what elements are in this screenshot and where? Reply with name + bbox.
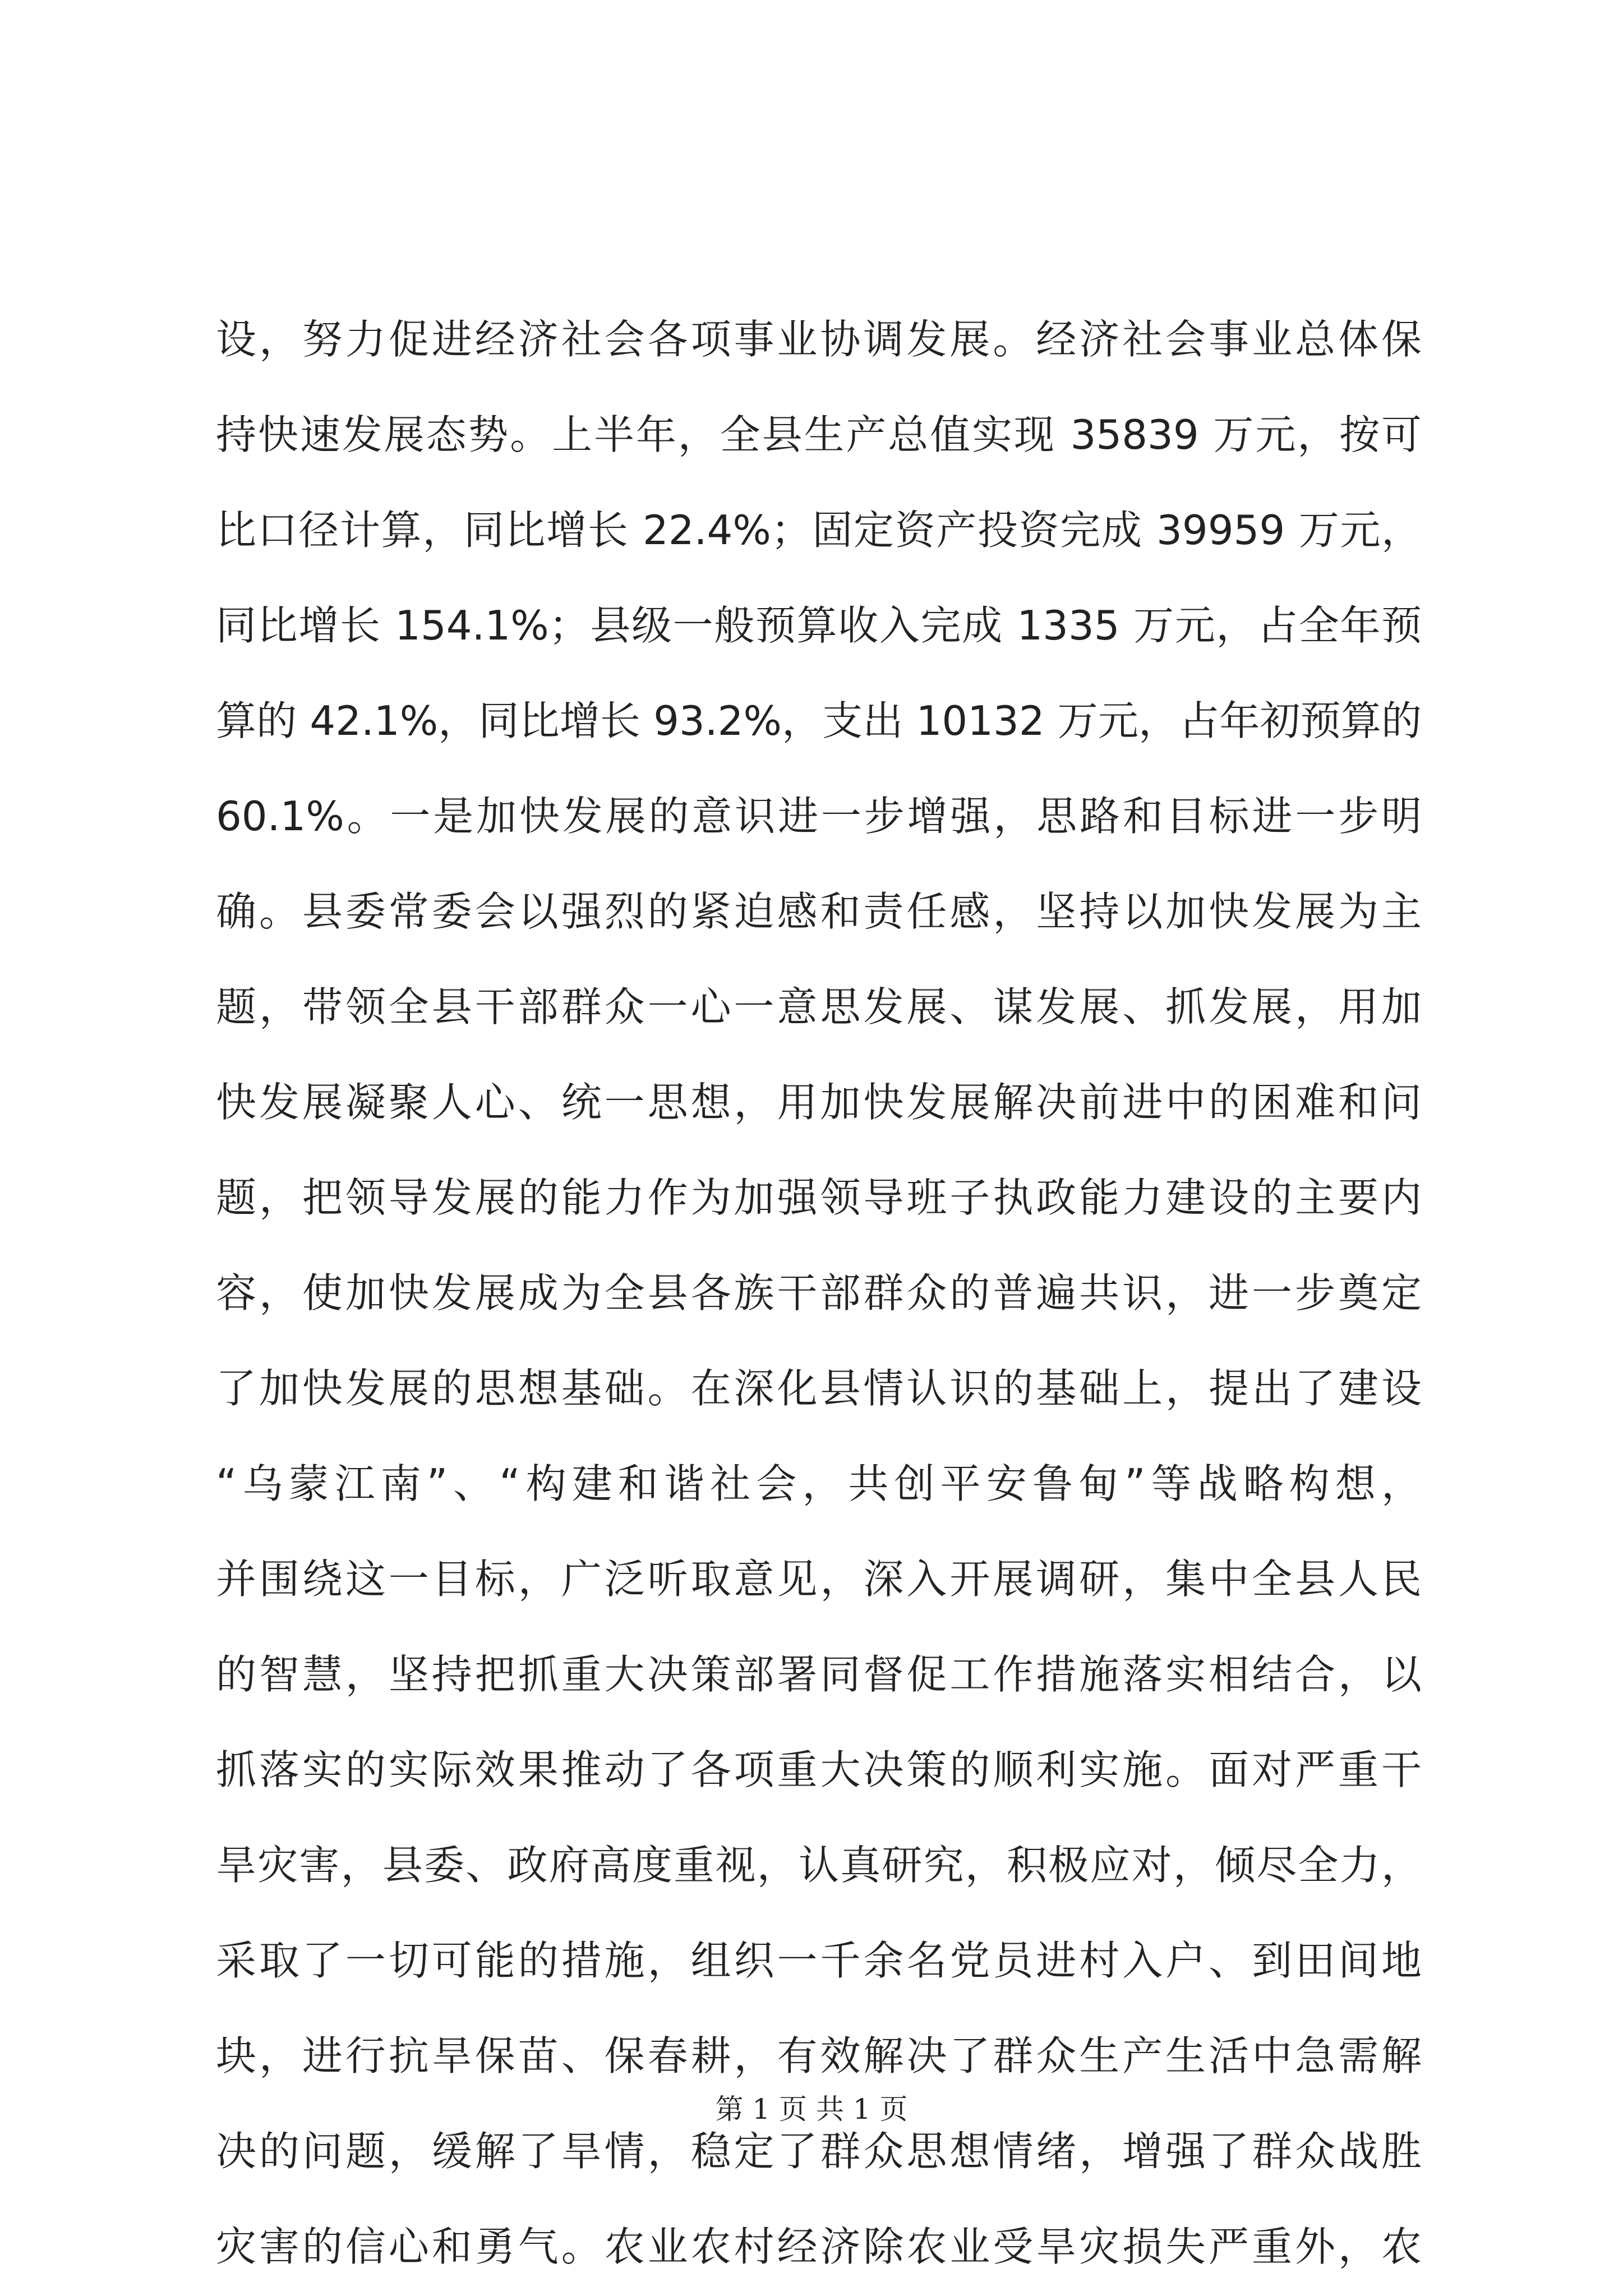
text-line: 题，把领导发展的能力作为加强领导班子执政能力建设的主要内 [216,1174,1422,1221]
text-line: 同比增长 154.1%；县级一般预算收入完成 1335 万元，占全年预 [216,602,1422,649]
text-line: 抓落实的实际效果推动了各项重大决策的顺利实施。面对严重干 [216,1746,1422,1793]
text-line: “乌蒙江南”、“构建和谐社会，共创平安鲁甸”等战略构想， [216,1460,1422,1507]
text-line: 旱灾害，县委、政府高度重视，认真研究，积极应对，倾尽全力， [216,1842,1422,1889]
text-line: 持快速发展态势。上半年，全县生产总值实现 35839 万元，按可 [216,411,1422,458]
text-line: 确。县委常委会以强烈的紧迫感和责任感，坚持以加快发展为主 [216,888,1422,935]
text-line: 快发展凝聚人心、统一思想，用加快发展解决前进中的困难和问 [216,1079,1422,1126]
text-line: 采取了一切可能的措施，组织一千余名党员进村入户、到田间地 [216,1937,1422,1984]
page-number-footer: 第 1 页 共 1 页 [715,2093,908,2125]
text-line: 的智慧，坚持把抓重大决策部署同督促工作措施落实相结合，以 [216,1651,1422,1698]
text-line: 并围绕这一目标，广泛听取意见，深入开展调研，集中全县人民 [216,1556,1422,1603]
text-line: 决的问题，缓解了旱情，稳定了群众思想情绪，增强了群众战胜 [216,2128,1422,2175]
text-line: 题，带领全县干部群众一心一意思发展、谋发展、抓发展，用加 [216,983,1422,1030]
text-line: 了加快发展的思想基础。在深化县情认识的基础上，提出了建设 [216,1365,1422,1412]
text-line: 算的 42.1%，同比增长 93.2%，支出 10132 万元，占年初预算的 [216,697,1422,744]
text-line: 块，进行抗旱保苗、保春耕，有效解决了群众生产生活中急需解 [216,2032,1422,2079]
body-text [216,292,1422,2294]
text-line: 设，努力促进经济社会各项事业协调发展。经济社会事业总体保 [216,316,1422,363]
text-line: 60.1%。一是加快发展的意识进一步增强，思路和目标进一步明 [216,793,1422,840]
text-line: 容，使加快发展成为全县各族干部群众的普遍共识，进一步奠定 [216,1269,1422,1317]
text-line: 比口径计算，同比增长 22.4%；固定资产投资完成 39959 万元， [216,507,1422,554]
text-line: 灾害的信心和勇气。农业农村经济除农业受旱灾损失严重外，农 [216,2223,1422,2270]
